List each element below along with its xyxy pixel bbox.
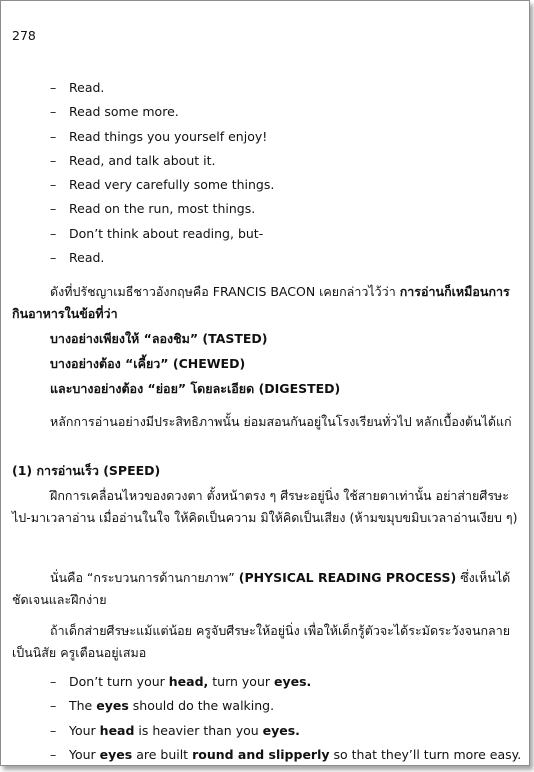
bacon-bold: การอ่านก็เหมือนการกินอาหารในข้อที่ว่า xyxy=(12,284,510,321)
section-heading-speed: (1) การอ่านเร็ว (SPEED) xyxy=(12,463,161,478)
list-item: – Don’t think about reading, but- xyxy=(50,225,274,249)
speed-paragraph-3: ถ้าเด็กส่ายศีรษะแม้แต่น้อย ครูจับศีรษะให้อยู่นิ่ง เพื่อให้เด็กรู้ตัวจะได้ระมัดระวังจนกลายเป็นนิสัย ครูเตือนอยู่เสมอ xyxy=(12,623,511,660)
para2-tail: ซึ่งเห็นได้ชัดเจนและฝึกง่าย xyxy=(12,570,511,607)
list-item: – Read, and talk about it. xyxy=(50,152,274,176)
para2-lead: นั่นคือ “กระบวนการด้านกายภาพ” xyxy=(50,570,235,585)
bacon-lead: ดังที่ปรัชญาเมธีชาวอังกฤษคือ FRANCIS BACON เคยกล่าวไว้ว่า xyxy=(50,284,396,299)
quote-chewed: บางอย่างต้อง “เคี้ยว” (CHEWED) xyxy=(50,356,246,371)
list-item: – Read some more. xyxy=(50,103,274,127)
list-item: – Don’t turn your head, turn your eyes. xyxy=(50,673,521,697)
head-eyes-list xyxy=(50,673,521,770)
list-item: – Your head is heavier than you eyes. xyxy=(50,722,521,746)
list-item: – The eyes should do the walking. xyxy=(50,697,521,721)
list-item: – Read. xyxy=(50,79,274,103)
list-item: – Read. xyxy=(50,249,274,273)
quote-digested: และบางอย่างต้อง “ย่อย” โดยละเอียด (DIGESTED) xyxy=(50,381,341,396)
speed-paragraph-1: ฝึกการเคลื่อนไหวของดวงตา ตั้งหน้าตรง ๆ ศีรษะอยู่นิ่ง ใช้สายตาเท่านั้น อย่าส่ายศีรษะไป-มาเวลาอ่าน เมื่ออ่านในใจ ให้คิดเป็นความ มิให้คิดเป็นเสียง (ห้ามขมุบขมิบเวลาอ่านเงียบ ๆ) xyxy=(12,488,518,525)
principle-paragraph: หลักการอ่านอย่างมีประสิทธิภาพนั้น ย่อมสอนกันอยู่ในโรงเรียนทั่วไป หลักเบื้องต้นได้แก่ xyxy=(50,414,512,429)
quote-tasted: บางอย่างเพียงให้ “ลองชิม” (TASTED) xyxy=(50,331,268,346)
speed-paragraph-2 xyxy=(12,567,522,611)
list-item: – Read things you yourself enjoy! xyxy=(50,128,274,152)
reading-tips-list xyxy=(50,79,274,273)
list-item: – Your eyes are built round and slipperly so that they’ll turn more easy. xyxy=(50,746,521,770)
para2-bold: (PHYSICAL READING PROCESS) xyxy=(238,570,457,585)
page-number: 278 xyxy=(12,28,36,43)
list-item: – Read on the run, most things. xyxy=(50,200,274,224)
bacon-paragraph xyxy=(12,281,522,325)
list-item: – Read very carefully some things. xyxy=(50,176,274,200)
